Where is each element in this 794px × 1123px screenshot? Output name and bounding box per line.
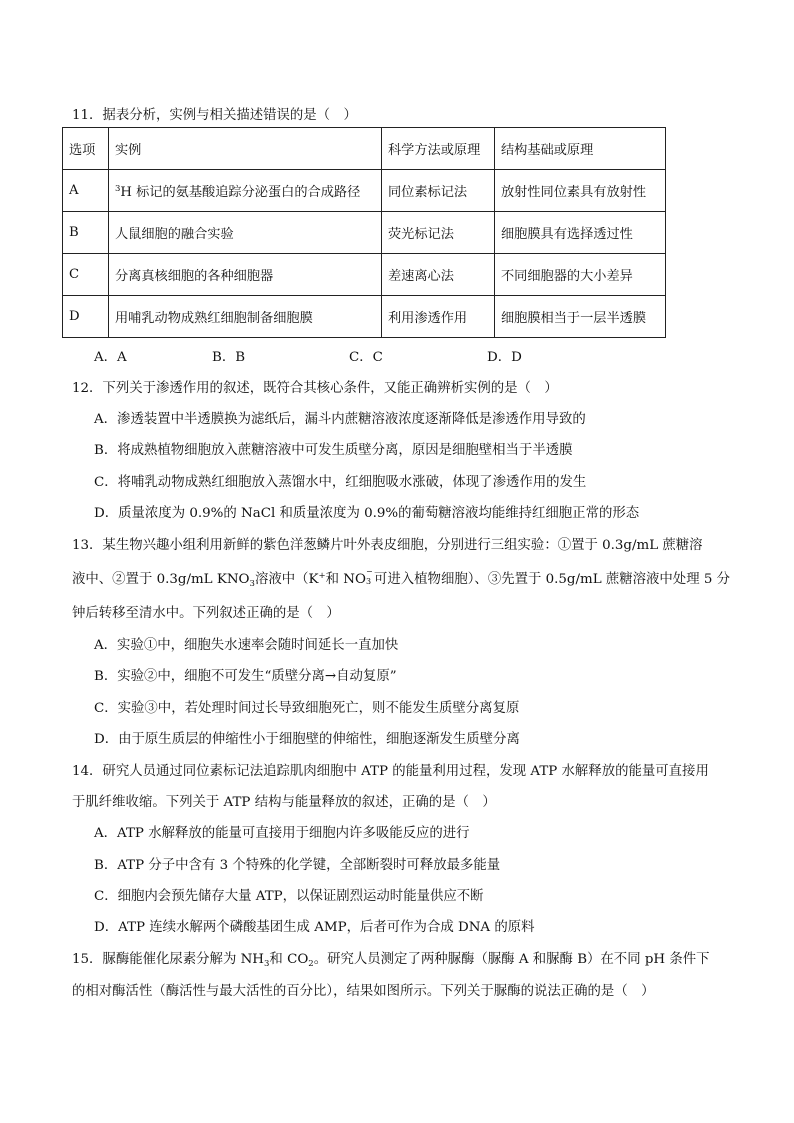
- ion-subscript: 3: [366, 577, 372, 586]
- row-option: C: [63, 254, 109, 296]
- subscript: 3: [249, 579, 255, 589]
- nitrate-ion-charge: [366, 567, 374, 586]
- row-method: 差速离心法: [382, 254, 495, 296]
- table-row: [63, 212, 666, 254]
- row-example-text: H 标记的氨基酸追踪分泌蛋白的合成路径: [120, 185, 361, 200]
- row-option: D: [63, 296, 109, 338]
- q14-option-d: D．ATP 连续水解两个磷酸基团生成 AMP，后者可作为合成 DNA 的原料: [94, 920, 535, 935]
- subscript: 2: [308, 959, 314, 969]
- isotope-superscript: 3: [115, 184, 121, 194]
- q14-line-1: 14．研究人员通过同位素标记法追踪肌肉细胞中 ATP 的能量利用过程，发现 ATP 水解释放的能量可直接用: [72, 764, 709, 779]
- q13-line-3: 钟后转移至清水中。下列叙述正确的是（ ）: [72, 606, 340, 621]
- row-basis: 细胞膜相当于一层半透膜: [495, 296, 666, 338]
- table-header-row: [63, 128, 666, 170]
- q13-line-2b: 溶液中（K: [254, 572, 319, 587]
- row-example: 用哺乳动物成熟红细胞制备细胞膜: [109, 296, 382, 338]
- row-option: B: [63, 212, 109, 254]
- table-row: [63, 296, 666, 338]
- q15-line-1: [72, 948, 732, 969]
- superscript: +: [318, 571, 326, 581]
- q13-line-2d: 可进入植物细胞）、③先置于 0.5g/mL 蔗糖溶液中处理 5 分: [374, 572, 731, 587]
- row-basis: 不同细胞器的大小差异: [495, 254, 666, 296]
- q15-line-1a: 15．脲酶能催化尿素分解为 NH: [72, 952, 264, 967]
- q14-option-b: B．ATP 分子中含有 3 个特殊的化学键，全部断裂时可释放最多能量: [94, 858, 501, 873]
- q14-line-2: 于肌纤维收缩。下列关于 ATP 结构与能量释放的叙述，正确的是（ ）: [72, 795, 496, 810]
- q11-answer-a: A．A: [94, 350, 127, 365]
- q11-answer-c: C．C: [349, 350, 383, 365]
- row-method: 利用渗透作用: [382, 296, 495, 338]
- header-basis: 结构基础或原理: [495, 128, 666, 170]
- q13-line-1: 13．某生物兴趣小组利用新鲜的紫色洋葱鳞片叶外表皮细胞，分别进行三组实验：①置于 0.3g/mL 蔗糖溶: [72, 538, 703, 553]
- ion-charge: −: [366, 567, 373, 576]
- row-example: 人鼠细胞的融合实验: [109, 212, 382, 254]
- q11-answer-b: B．B: [212, 350, 246, 365]
- q12-option-a: A．渗透装置中半透膜换为滤纸后，漏斗内蔗糖溶液浓度逐渐降低是渗透作用导致的: [94, 412, 586, 427]
- q13-line-2a: 液中、②置于 0.3g/mL KNO: [72, 572, 250, 587]
- row-method: 荧光标记法: [382, 212, 495, 254]
- q11-answer-d: D．D: [487, 350, 522, 365]
- q13-option-d: D．由于原生质层的伸缩性小于细胞壁的伸缩性，细胞逐渐发生质壁分离: [94, 732, 520, 747]
- q14-option-a: A．ATP 水解释放的能量可直接用于细胞内许多吸能反应的进行: [94, 826, 470, 841]
- row-basis: 放射性同位素具有放射性: [495, 170, 666, 212]
- row-example: [109, 170, 382, 212]
- q12-option-d: D．质量浓度为 0.9%的 NaCl 和质量浓度为 0.9%的葡萄糖溶液均能维持红细胞正常的形态: [94, 506, 640, 521]
- header-example: 实例: [109, 128, 382, 170]
- header-method: 科学方法或原理: [382, 128, 495, 170]
- q13-option-c: C．实验③中，若处理时间过长导致细胞死亡，则不能发生质壁分离复原: [94, 701, 520, 716]
- row-method: 同位素标记法: [382, 170, 495, 212]
- q13-option-a: A．实验①中，细胞失水速率会随时间延长一直加快: [94, 638, 399, 653]
- q12-stem: 12．下列关于渗透作用的叙述，既符合其核心条件，又能正确辨析实例的是（ ）: [72, 381, 558, 396]
- q13-option-b: B．实验②中，细胞不可发生“质壁分离→自动复原”: [94, 669, 397, 684]
- row-basis: 细胞膜具有选择透过性: [495, 212, 666, 254]
- row-option: A: [63, 170, 109, 212]
- q13-line-2c: 和 NO: [325, 572, 366, 587]
- table-row: [63, 170, 666, 212]
- q15-line-1c: 。研究人员测定了两种脲酶（脲酶 A 和脲酶 B）在不同 pH 条件下: [313, 952, 710, 967]
- q11-table: [62, 127, 666, 338]
- header-option: 选项: [63, 128, 109, 170]
- q15-line-1b: 和 CO: [269, 952, 309, 967]
- table-row: [63, 254, 666, 296]
- q12-option-c: C．将哺乳动物成熟红细胞放入蒸馏水中，红细胞吸水涨破，体现了渗透作用的发生: [94, 475, 587, 490]
- q11-stem: 11．据表分析，实例与相关描述错误的是（ ）: [72, 108, 357, 123]
- q14-option-c: C．细胞内会预先储存大量 ATP，以保证剧烈运动时能量供应不断: [94, 889, 484, 904]
- q12-option-b: B．将成熟植物细胞放入蔗糖溶液中可发生质壁分离，原因是细胞壁相当于半透膜: [94, 443, 573, 458]
- subscript: 3: [264, 959, 270, 969]
- q15-line-2: 的相对酶活性（酶活性与最大活性的百分比），结果如图所示。下列关于脲酶的说法正确的是（ ）: [72, 984, 655, 999]
- row-example: 分离真核细胞的各种细胞器: [109, 254, 382, 296]
- q13-line-2: [72, 568, 732, 589]
